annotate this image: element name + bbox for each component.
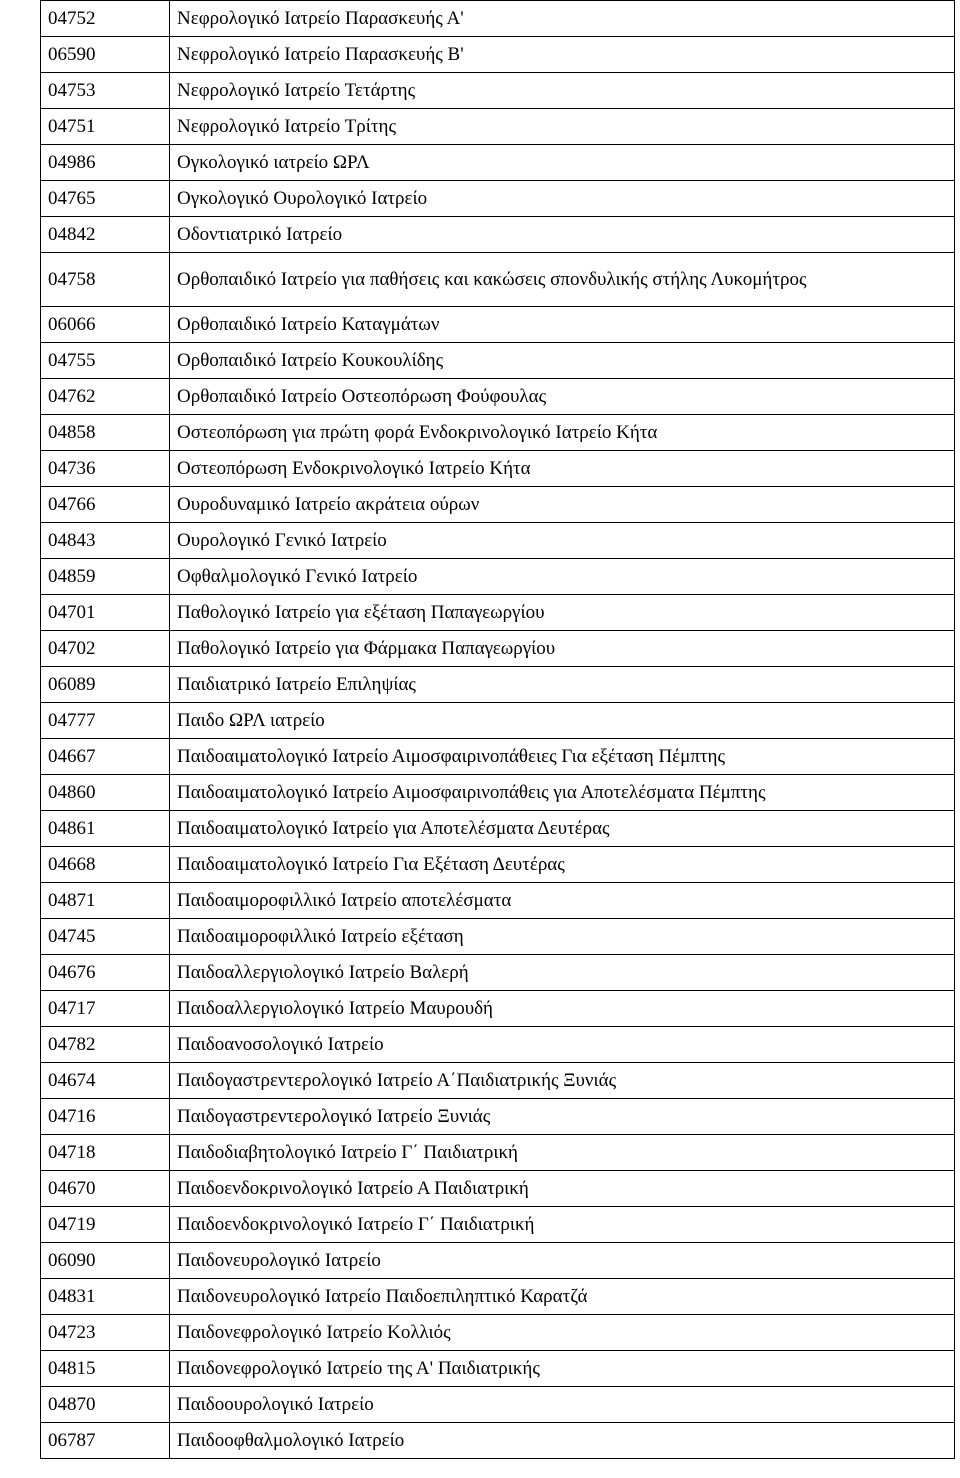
clinic-name-cell: Παιδοαιμοροφιλλικό Ιατρείο αποτελέσματα xyxy=(170,883,955,919)
table-row xyxy=(41,343,955,379)
clinic-code-cell: 04745 xyxy=(41,919,170,955)
table-row xyxy=(41,451,955,487)
table-row xyxy=(41,1027,955,1063)
clinic-name-cell: Παιδοανοσολογικό Ιατρείο xyxy=(170,1027,955,1063)
clinic-name-cell: Παιδονεφρολογικό Ιατρείο της Α' Παιδιατρικής xyxy=(170,1351,955,1387)
clinic-name-cell: Παιδονευρολογικό Ιατρείο xyxy=(170,1243,955,1279)
clinic-code-cell: 04765 xyxy=(41,181,170,217)
table-row xyxy=(41,73,955,109)
table-row xyxy=(41,1351,955,1387)
table-row xyxy=(41,775,955,811)
clinic-code-cell: 04723 xyxy=(41,1315,170,1351)
clinic-name-cell: Παιδοενδοκρινολογικό Ιατρείο Γ΄ Παιδιατρική xyxy=(170,1207,955,1243)
clinic-code-cell: 04717 xyxy=(41,991,170,1027)
table-row xyxy=(41,1063,955,1099)
clinic-code-cell: 04777 xyxy=(41,703,170,739)
clinic-name-cell: Παιδοενδοκρινολογικό Ιατρείο Α Παιδιατρική xyxy=(170,1171,955,1207)
clinic-name-cell: Παιδονευρολογικό Ιατρείο Παιδοεπιληπτικό Καρατζά xyxy=(170,1279,955,1315)
clinic-code-cell: 04716 xyxy=(41,1099,170,1135)
table-row xyxy=(41,523,955,559)
clinic-code-cell: 04843 xyxy=(41,523,170,559)
clinic-code-cell: 06066 xyxy=(41,307,170,343)
clinic-code-cell: 06089 xyxy=(41,667,170,703)
clinic-code-cell: 04871 xyxy=(41,883,170,919)
table-row xyxy=(41,253,955,307)
table-row xyxy=(41,739,955,775)
clinic-code-cell: 04762 xyxy=(41,379,170,415)
table-row xyxy=(41,37,955,73)
clinic-name-cell: Παιδοαλλεργιολογικό Ιατρείο Βαλερή xyxy=(170,955,955,991)
clinic-code-cell: 04782 xyxy=(41,1027,170,1063)
clinic-code-cell: 04859 xyxy=(41,559,170,595)
clinic-name-cell: Παιδοαιματολογικό Ιατρείο για Αποτελέσματα Δευτέρας xyxy=(170,811,955,847)
table-row xyxy=(41,109,955,145)
clinic-code-cell: 04667 xyxy=(41,739,170,775)
clinic-name-cell: Ογκολογικό ιατρείο ΩΡΛ xyxy=(170,145,955,181)
table-row xyxy=(41,1,955,37)
clinic-name-cell: Παιδογαστρεντερολογικό Ιατρείο Α΄Παιδιατρικής Ξυνιάς xyxy=(170,1063,955,1099)
clinic-name-cell: Οδοντιατρικό Ιατρείο xyxy=(170,217,955,253)
table-row xyxy=(41,883,955,919)
clinic-name-cell: Οστεοπόρωση Ενδοκρινολογικό Ιατρείο Κήτα xyxy=(170,451,955,487)
clinic-table-body xyxy=(41,1,955,1459)
table-row xyxy=(41,415,955,451)
clinic-code-cell: 04668 xyxy=(41,847,170,883)
clinic-name-cell: Ουρολογικό Γενικό Ιατρείο xyxy=(170,523,955,559)
clinic-code-cell: 06090 xyxy=(41,1243,170,1279)
clinic-code-cell: 04758 xyxy=(41,253,170,307)
clinic-name-cell: Οστεοπόρωση για πρώτη φορά Ενδοκρινολογικό Ιατρείο Κήτα xyxy=(170,415,955,451)
clinic-code-cell: 04842 xyxy=(41,217,170,253)
table-row xyxy=(41,631,955,667)
clinic-name-cell: Νεφρολογικό Ιατρείο Τρίτης xyxy=(170,109,955,145)
clinic-name-cell: Νεφρολογικό Ιατρείο Παρασκευής Α' xyxy=(170,1,955,37)
clinic-code-cell: 04719 xyxy=(41,1207,170,1243)
clinic-name-cell: Ορθοπαιδικό Ιατρείο Οστεοπόρωση Φούφουλας xyxy=(170,379,955,415)
table-row xyxy=(41,811,955,847)
clinic-code-cell: 04986 xyxy=(41,145,170,181)
clinic-name-cell: Παιδογαστρεντερολογικό Ιατρείο Ξυνιάς xyxy=(170,1099,955,1135)
clinic-name-cell: Παιδοδιαβητολογικό Ιατρείο Γ΄ Παιδιατρική xyxy=(170,1135,955,1171)
clinic-code-cell: 04870 xyxy=(41,1387,170,1423)
table-row xyxy=(41,919,955,955)
clinic-name-cell: Παθολογικό Ιατρείο για Φάρμακα Παπαγεωργίου xyxy=(170,631,955,667)
table-row xyxy=(41,667,955,703)
clinic-name-cell: Παιδοαιματολογικό Ιατρείο Αιμοσφαιρινοπάθειες Για εξέταση Πέμπτης xyxy=(170,739,955,775)
clinic-code-cell: 04676 xyxy=(41,955,170,991)
clinic-code-cell: 04815 xyxy=(41,1351,170,1387)
clinic-code-cell: 04861 xyxy=(41,811,170,847)
clinic-code-cell: 06787 xyxy=(41,1423,170,1459)
table-row xyxy=(41,1099,955,1135)
clinic-name-cell: Παιδοαιματολογικό Ιατρείο Για Εξέταση Δευτέρας xyxy=(170,847,955,883)
clinic-code-cell: 04755 xyxy=(41,343,170,379)
table-row xyxy=(41,307,955,343)
clinic-code-cell: 04718 xyxy=(41,1135,170,1171)
clinic-code-cell: 04751 xyxy=(41,109,170,145)
table-row xyxy=(41,991,955,1027)
clinic-code-cell: 04670 xyxy=(41,1171,170,1207)
clinic-name-cell: Οφθαλμολογικό Γενικό Ιατρείο xyxy=(170,559,955,595)
clinic-code-cell: 04701 xyxy=(41,595,170,631)
clinic-code-cell: 04766 xyxy=(41,487,170,523)
clinic-code-cell: 04674 xyxy=(41,1063,170,1099)
clinic-code-cell: 04831 xyxy=(41,1279,170,1315)
clinic-name-cell: Νεφρολογικό Ιατρείο Παρασκευής Β' xyxy=(170,37,955,73)
table-row xyxy=(41,181,955,217)
clinic-name-cell: Ορθοπαιδικό Ιατρείο Καταγμάτων xyxy=(170,307,955,343)
clinic-name-cell: Παιδο ΩΡΛ ιατρείο xyxy=(170,703,955,739)
table-row xyxy=(41,559,955,595)
table-row xyxy=(41,955,955,991)
clinic-name-cell: Παιδοουρολογικό Ιατρείο xyxy=(170,1387,955,1423)
table-row xyxy=(41,1135,955,1171)
table-row xyxy=(41,487,955,523)
clinic-code-cell: 04702 xyxy=(41,631,170,667)
table-row xyxy=(41,1315,955,1351)
table-row xyxy=(41,379,955,415)
clinic-name-cell: Παιδιατρικό Ιατρείο Επιληψίας xyxy=(170,667,955,703)
table-row xyxy=(41,595,955,631)
table-row xyxy=(41,1423,955,1459)
clinic-code-cell: 04736 xyxy=(41,451,170,487)
clinic-code-table xyxy=(40,0,955,1459)
clinic-name-cell: Νεφρολογικό Ιατρείο Τετάρτης xyxy=(170,73,955,109)
clinic-name-cell: Παιδοαιματολογικό Ιατρείο Αιμοσφαιρινοπάθεις για Αποτελέσματα Πέμπτης xyxy=(170,775,955,811)
table-row xyxy=(41,1171,955,1207)
clinic-name-cell: Παιδονεφρολογικό Ιατρείο Κολλιός xyxy=(170,1315,955,1351)
clinic-name-cell: Ορθοπαιδικό Ιατρείο για παθήσεις και κακώσεις σπονδυλικής στήλης Λυκομήτρος xyxy=(170,253,955,307)
table-row xyxy=(41,1279,955,1315)
clinic-code-cell: 04858 xyxy=(41,415,170,451)
table-row xyxy=(41,217,955,253)
clinic-name-cell: Παιδοαιμοροφιλλικό Ιατρείο εξέταση xyxy=(170,919,955,955)
table-row xyxy=(41,1387,955,1423)
clinic-name-cell: Ογκολογικό Ουρολογικό Ιατρείο xyxy=(170,181,955,217)
clinic-name-cell: Ορθοπαιδικό Ιατρείο Κουκουλίδης xyxy=(170,343,955,379)
table-row xyxy=(41,1207,955,1243)
table-row xyxy=(41,847,955,883)
table-row xyxy=(41,145,955,181)
table-row xyxy=(41,703,955,739)
table-row xyxy=(41,1243,955,1279)
clinic-code-cell: 06590 xyxy=(41,37,170,73)
clinic-name-cell: Παιδοαλλεργιολογικό Ιατρείο Μαυρουδή xyxy=(170,991,955,1027)
clinic-name-cell: Παθολογικό Ιατρείο για εξέταση Παπαγεωργίου xyxy=(170,595,955,631)
clinic-code-cell: 04860 xyxy=(41,775,170,811)
clinic-code-cell: 04752 xyxy=(41,1,170,37)
clinic-name-cell: Ουροδυναμικό Ιατρείο ακράτεια ούρων xyxy=(170,487,955,523)
clinic-name-cell: Παιδοοφθαλμολογικό Ιατρείο xyxy=(170,1423,955,1459)
clinic-code-cell: 04753 xyxy=(41,73,170,109)
